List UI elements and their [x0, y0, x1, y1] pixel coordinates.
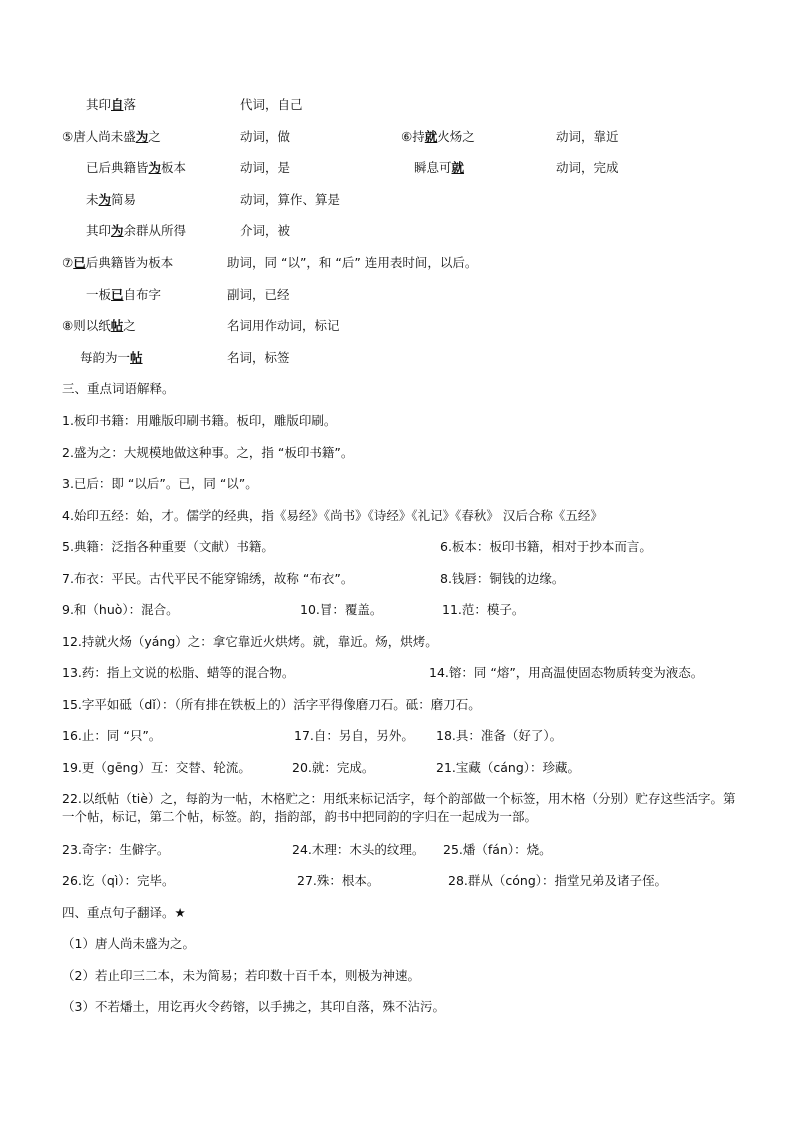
usage-row-4-example: 未为简易: [86, 192, 137, 207]
usage-row-7-example: 一板已自布字: [86, 287, 162, 302]
usage-row-6-example: ⑦已后典籍皆为板本: [62, 255, 174, 270]
usage-row-2-example: ⑤唐人尚未盛为之: [62, 129, 161, 144]
term-21: 21.宝藏（cáng）：珍藏。: [436, 760, 581, 775]
usage-row-8-example: ⑧则以纸帖之: [62, 318, 136, 333]
term-10: 10.冒：覆盖。: [300, 602, 383, 617]
usage-row-1-meaning: 代词，自己: [240, 97, 303, 112]
usage-row-5-example: 其印为余群从所得: [86, 223, 187, 238]
term-19: 19.更（gēng）互：交替、轮流。: [62, 760, 251, 775]
sentence-1: （1）唐人尚未盛为之。: [62, 936, 195, 951]
term-11: 11.范：模子。: [442, 602, 525, 617]
term-15: 15.字平如砥（dǐ）：（所有排在铁板上的）活字平得像磨刀石。砥：磨刀石。: [62, 697, 481, 712]
usage-row-3-example: 已后典籍皆为板本: [86, 160, 187, 175]
usage-row-2-example-right: ⑥持就火炀之: [401, 129, 475, 144]
term-12: 12.持就火炀（yáng）之：拿它靠近火烘烤。就，靠近。炀，烘烤。: [62, 634, 438, 649]
usage-row-9-example: 每韵为一帖: [80, 350, 143, 365]
usage-row-8-meaning: 名词用作动词，标记: [227, 318, 340, 333]
usage-row-6-meaning: 助词，同 “以”，和 “后” 连用表时间，以后。: [227, 255, 478, 270]
sentence-3: （3）不若燔土，用讫再火令药镕，以手拂之，其印自落，殊不沾污。: [62, 999, 445, 1014]
term-28: 28.群从（cóng）：指堂兄弟及诸子侄。: [448, 873, 668, 888]
usage-row-3-meaning: 动词，是: [240, 160, 291, 175]
section-3-heading: 三、重点词语解释。: [62, 381, 175, 396]
term-23: 23.奇字：生僻字。: [62, 842, 170, 857]
usage-row-5-meaning: 介词，被: [240, 223, 291, 238]
usage-row-3-example-right: 瞬息可就: [414, 160, 465, 175]
section-4-heading: 四、重点句子翻译。★: [62, 905, 186, 920]
term-7: 7.布衣：平民。古代平民不能穿锦绣，故称 “布衣”。: [62, 571, 354, 586]
term-24: 24.木理：木头的纹理。: [292, 842, 425, 857]
sentence-2: （2）若止印三二本，未为简易；若印数十百千本，则极为神速。: [62, 968, 420, 983]
term-5: 5.典籍：泛指各种重要（文献）书籍。: [62, 539, 274, 554]
term-8: 8.钱唇：铜钱的边缘。: [440, 571, 565, 586]
usage-row-3-meaning-right: 动词，完成: [556, 160, 619, 175]
term-22: 22.以纸帖（tiè）之，每韵为一帖，木格贮之：用纸来标记活字，每个韵部做一个标签，用木格（分别）贮存这些活字。第一个帖，标记，第二个帖，标签。韵，指韵部，韵书中把同韵的字归在一起成为一部。: [62, 791, 736, 824]
term-27: 27.殊：根本。: [297, 873, 380, 888]
term-16: 16.止：同 “只”。: [62, 728, 162, 743]
term-14: 14.镕：同 “熔”，用高温使固态物质转变为液态。: [429, 665, 704, 680]
term-17: 17.自：另自，另外。: [294, 728, 414, 743]
term-20: 20.就：完成。: [292, 760, 375, 775]
term-9: 9.和（huò）：混合。: [62, 602, 179, 617]
term-6: 6.板本：板印书籍，相对于抄本而言。: [440, 539, 652, 554]
usage-row-1-example: 其印自落: [86, 97, 137, 112]
usage-row-9-meaning: 名词，标签: [227, 350, 290, 365]
term-26: 26.讫（qì）：完毕。: [62, 873, 175, 888]
term-13: 13.药：指上文说的松脂、蜡等的混合物。: [62, 665, 295, 680]
term-2: 2.盛为之：大规模地做这种事。之，指 “板印书籍”。: [62, 445, 354, 460]
term-4: 4.始印五经：始，才。儒学的经典，指《易经》《尚书》《诗经》《礼记》《春秋》 汉后合称《五经》: [62, 508, 603, 523]
usage-row-4-meaning: 动词，算作、算是: [240, 192, 341, 207]
usage-row-2-meaning: 动词，做: [240, 129, 291, 144]
usage-row-2-meaning-right: 动词，靠近: [556, 129, 619, 144]
term-1: 1.板印书籍：用雕版印刷书籍。板印，雕版印刷。: [62, 413, 337, 428]
term-25: 25.燔（fán）：烧。: [443, 842, 552, 857]
term-18: 18.具：准备（好了）。: [436, 728, 563, 743]
term-3: 3.已后：即 “以后”。已，同 “以”。: [62, 476, 258, 491]
usage-row-7-meaning: 副词，已经: [227, 287, 290, 302]
